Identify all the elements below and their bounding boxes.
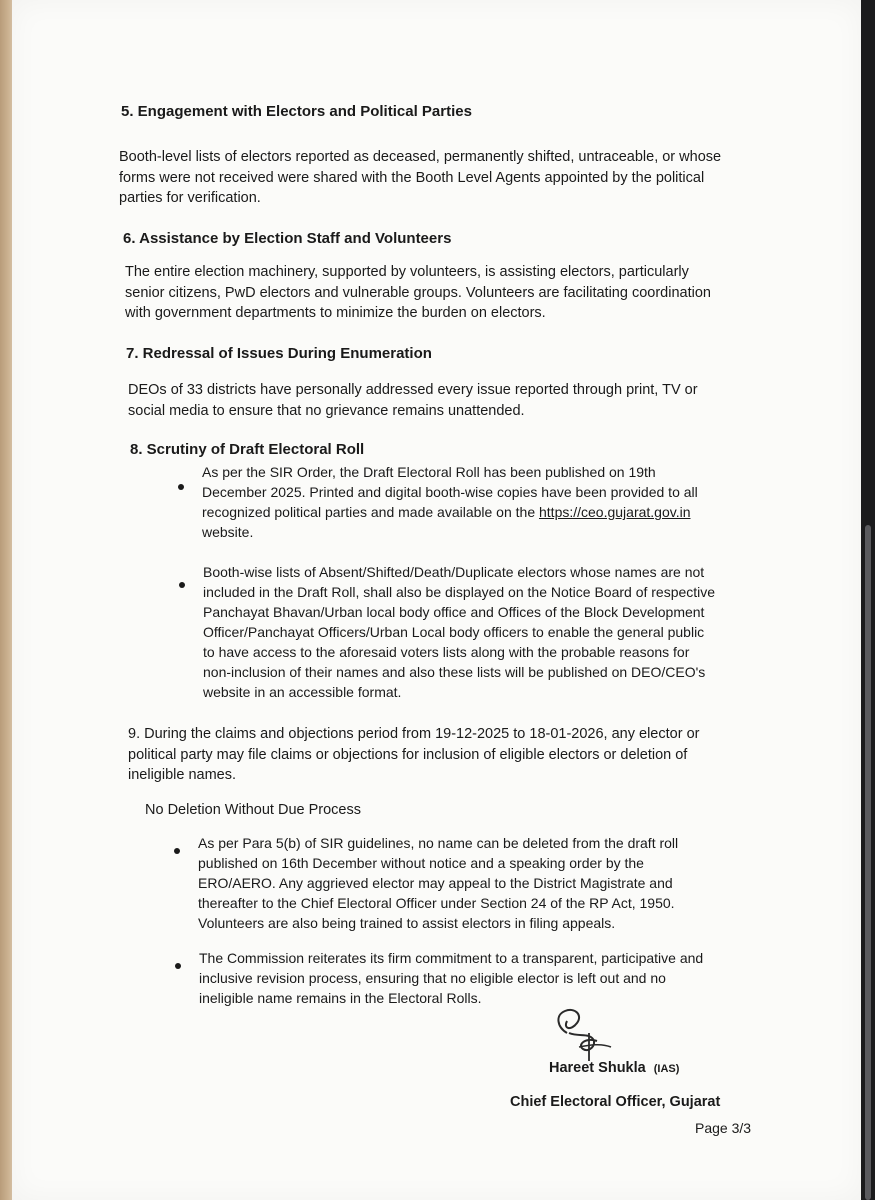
bullet-line: thereafter to the Chief Electoral Officer under Section 24 of the RP Act, 1950. (198, 895, 675, 911)
bullet-line: ERO/AERO. Any aggrieved elector may appeal to the District Magistrate and (198, 875, 673, 891)
bullet-line: The Commission reiterates its firm commitment to a transparent, participative and (199, 950, 704, 966)
scrollbar-thumb[interactable] (865, 525, 871, 1200)
section-8-bullet-1 (202, 462, 762, 542)
signatory-name-text: Hareet Shukla (549, 1060, 646, 1076)
bullet-icon (175, 963, 181, 969)
section-9-line: 9. During the claims and objections period from 19-12-2025 to 18-01-2026, any elector or (128, 726, 700, 742)
section-8-heading: 8. Scrutiny of Draft Electoral Roll (130, 441, 365, 458)
section-6-paragraph (125, 262, 765, 324)
handwritten-signature (549, 1003, 639, 1063)
section-5-line: parties for verification. (119, 190, 261, 206)
section-8-bullet-2 (203, 562, 763, 702)
section-7-line: social media to ensure that no grievance remains unattended. (128, 402, 525, 419)
bullet-line: to have access to the aforesaid voters lists along with the probable reasons for (203, 644, 690, 660)
bullet-icon (179, 582, 185, 588)
bullet-line: non-inclusion of their names and also these lists will be published on DEO/CEO's (203, 664, 706, 680)
section-6-line: with government departments to minimize the burden on electors. (125, 305, 546, 321)
section-9-line: ineligible names. (128, 767, 237, 783)
bullet-line: included in the Draft Roll, shall also be displayed on the Notice Board of respective (203, 584, 716, 600)
section-6-heading: 6. Assistance by Election Staff and Volunteers (123, 230, 452, 247)
section-5-heading: 5. Engagement with Electors and Political Parties (121, 103, 472, 120)
section-7-heading: 7. Redressal of Issues During Enumeration (126, 345, 432, 362)
section-7-paragraph (128, 380, 758, 421)
section-6-line: The entire election machinery, supported by volunteers, is assisting electors, particularly (125, 264, 689, 280)
section-5-line: forms were not received were shared with the Booth Level Agents appointed by the political (119, 169, 705, 186)
section-6-line: senior citizens, PwD electors and vulnerable groups. Volunteers are facilitating coordination (125, 284, 711, 301)
section-9-subheading: No Deletion Without Due Process (145, 802, 361, 818)
signatory-suffix: (IAS) (653, 1063, 680, 1075)
document-page (12, 0, 861, 1200)
bullet-icon (174, 848, 180, 854)
section-5-paragraph (119, 147, 759, 209)
bullet-icon (178, 484, 184, 490)
bullet-line: Booth-wise lists of Absent/Shifted/Death/Duplicate electors whose names are not (203, 564, 705, 580)
bullet-line: Officer/Panchayat Officers/Urban Local body officers to enable the general public (203, 624, 705, 640)
bullet-line: inclusive revision process, ensuring that no eligible elector is left out and no (199, 970, 666, 986)
section-9-bullet-2 (199, 948, 759, 1008)
bullet-line: Panchayat Bhavan/Urban local body office and Offices of the Block Development (203, 604, 705, 620)
bullet-line: website in an accessible format. (203, 684, 402, 700)
bullet-line: recognized political parties and made available on the (202, 504, 539, 520)
section-9-bullet-1 (198, 833, 758, 933)
bullet-line: ineligible name remains in the Electoral Rolls. (199, 990, 482, 1006)
bullet-line: Volunteers are also being trained to assist electors in filing appeals. (198, 915, 616, 931)
bullet-line: As per Para 5(b) of SIR guidelines, no name can be deleted from the draft roll (198, 835, 679, 851)
scrollbar[interactable] (861, 0, 875, 1200)
page-number: Page 3/3 (695, 1120, 752, 1136)
bullet-line: website. (202, 524, 254, 540)
section-5-line: Booth-level lists of electors reported as deceased, permanently shifted, untraceable, or whose (119, 149, 722, 165)
bullet-line: published on 16th December without notice and a speaking order by the (198, 855, 644, 871)
section-9-line: political party may file claims or objections for inclusion of eligible electors or deletion of (128, 746, 688, 763)
bullet-line: December 2025. Printed and digital booth-wise copies have been provided to all (202, 484, 698, 500)
signatory-name (549, 1060, 679, 1076)
section-9-paragraph (128, 724, 768, 786)
signatory-title: Chief Electoral Officer, Gujarat (510, 1094, 721, 1110)
section-7-line: DEOs of 33 districts have personally addressed every issue reported through print, TV or (128, 382, 698, 398)
bullet-line: As per the SIR Order, the Draft Electoral Roll has been published on 19th (202, 464, 656, 480)
ceo-website-link[interactable]: https://ceo.gujarat.gov.in (539, 504, 691, 520)
